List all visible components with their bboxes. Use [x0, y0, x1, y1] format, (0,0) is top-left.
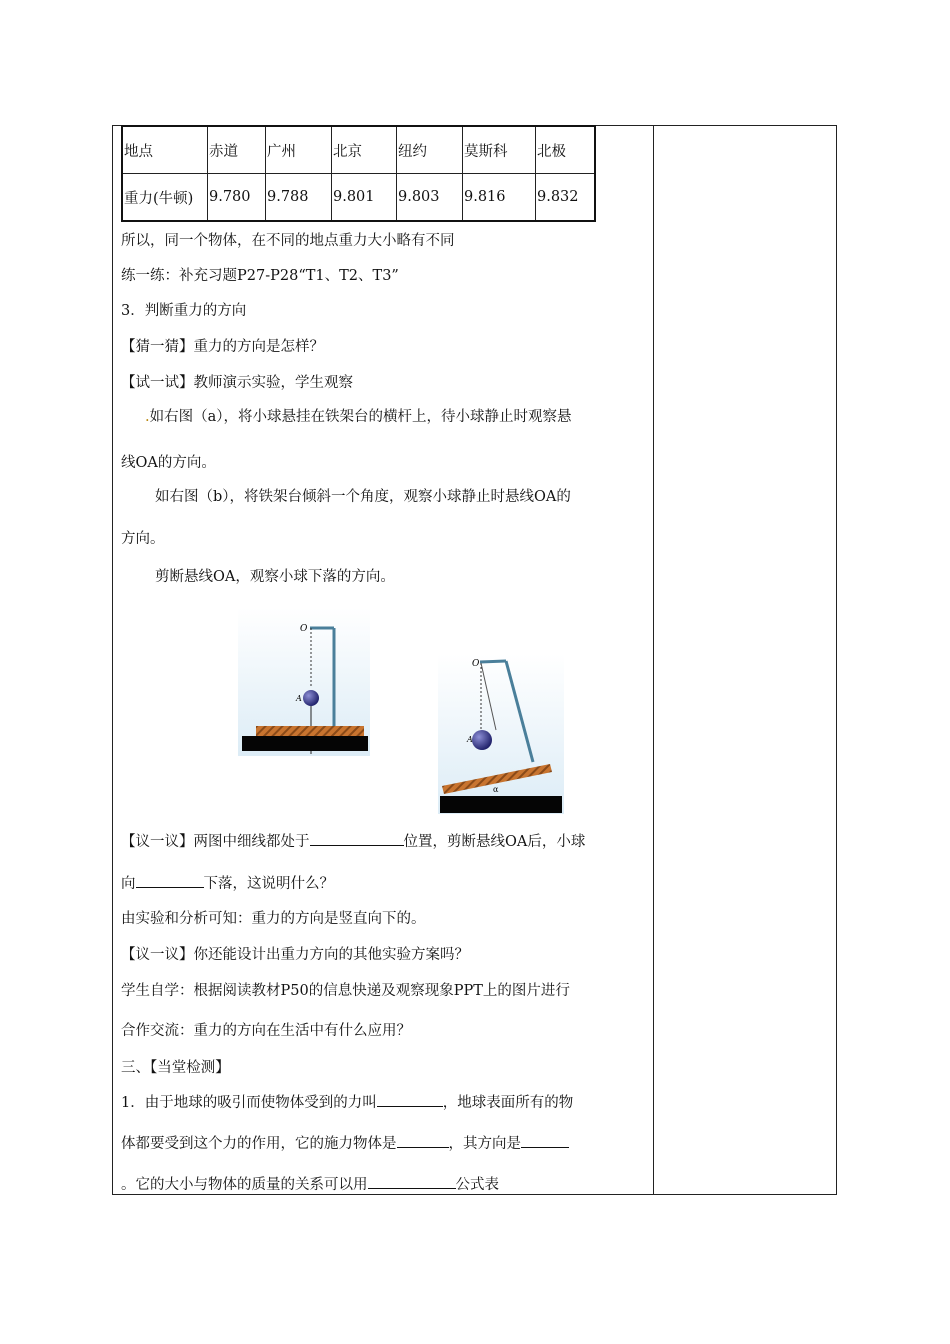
- label-alpha: α: [493, 785, 499, 794]
- table-cell: 9.816: [463, 174, 536, 222]
- text-line: 剪断悬线OA，观察小球下落的方向。: [155, 569, 395, 585]
- text-line: 练一练：补充习题P27-P28“T1、T2、T3”: [121, 268, 399, 284]
- text-line: [145, 405, 572, 426]
- column-divider: [653, 125, 654, 1195]
- section-heading: 3．判断重力的方向: [121, 303, 247, 319]
- text-line: 由实验和分析可知：重力的方向是竖直向下的。: [121, 911, 426, 927]
- table-cell: 北京: [332, 126, 397, 174]
- text-span: 体都要受到这个力的作用，它的施力物体是: [121, 1136, 397, 1152]
- text-line: 【试一试】教师演示实验，学生观察: [121, 375, 353, 391]
- table-cell: 9.780: [208, 174, 266, 222]
- figure-a-pendulum: [238, 608, 370, 756]
- text-span: ，其方向是: [448, 1136, 521, 1152]
- text-line: [121, 1132, 569, 1153]
- text-span: 如右图（a），将小球悬挂在铁架台的横杆上，待小球静止时观察悬: [149, 409, 572, 425]
- table-cell: 地点: [122, 126, 208, 174]
- table-cell: 纽约: [397, 126, 463, 174]
- label-a: A: [296, 694, 302, 703]
- fill-blank: [397, 1135, 449, 1148]
- fill-blank: [136, 875, 204, 888]
- text-span: 【议一议】两图中细线都处于: [121, 834, 310, 850]
- text-span: 位置，剪断悬线OA后，小球: [403, 834, 586, 850]
- text-span: 向: [121, 876, 136, 892]
- text-line: 合作交流：重力的方向在生活中有什么应用？: [121, 1023, 411, 1039]
- text-span: 下落，这说明什么？: [203, 876, 334, 892]
- mark-dot: .: [145, 409, 150, 425]
- text-line: [121, 872, 334, 893]
- fill-blank: [310, 833, 404, 846]
- text-line: 学生自学：根据阅读教材P50的信息快递及观察现象PPT上的图片进行: [121, 983, 570, 999]
- table-cell: 广州: [266, 126, 332, 174]
- table-row: [122, 174, 595, 222]
- text-line: 【猜一猜】重力的方向是怎样？: [121, 339, 324, 355]
- label-o: O: [472, 659, 480, 669]
- text-line: [121, 830, 585, 851]
- table-cell: 赤道: [208, 126, 266, 174]
- section-heading: 三、【当堂检测】: [121, 1060, 230, 1076]
- text-line: 【议一议】你还能设计出重力方向的其他实验方案吗？: [121, 947, 469, 963]
- text-line: [121, 1173, 499, 1194]
- fill-blank: [521, 1135, 569, 1148]
- table-cell: 北极: [536, 126, 596, 174]
- text-line: 所以，同一个物体，在不同的地点重力大小略有不同: [121, 233, 455, 249]
- text-span: ，地球表面所有的物: [442, 1095, 574, 1111]
- text-span: 1．由于地球的吸引而使物体受到的力叫: [121, 1095, 377, 1111]
- table-cell: 9.803: [397, 174, 463, 222]
- text-span: 。它的大小与物体的质量的关系可以用: [121, 1177, 368, 1193]
- fill-blank: [368, 1176, 456, 1189]
- label-o: O: [300, 624, 308, 634]
- text-span: 公式表: [455, 1177, 499, 1193]
- fill-blank: [377, 1094, 443, 1107]
- table-row: [122, 126, 595, 174]
- text-line: 线OA的方向。: [121, 455, 216, 471]
- table-cell: 9.832: [536, 174, 596, 222]
- table-cell: 9.801: [332, 174, 397, 222]
- table-cell: 9.788: [266, 174, 332, 222]
- text-line: [121, 1091, 573, 1112]
- figure-b-tilted-pendulum: [438, 654, 564, 814]
- gravity-table: [121, 125, 596, 222]
- table-cell: 莫斯科: [463, 126, 536, 174]
- text-line: 方向。: [121, 531, 165, 547]
- table-cell: 重力(牛顿): [122, 174, 208, 222]
- label-a: A: [467, 735, 473, 744]
- main-content: [121, 125, 651, 1193]
- text-line: 如右图（b），将铁架台倾斜一个角度，观察小球静止时悬线OA的: [155, 489, 571, 505]
